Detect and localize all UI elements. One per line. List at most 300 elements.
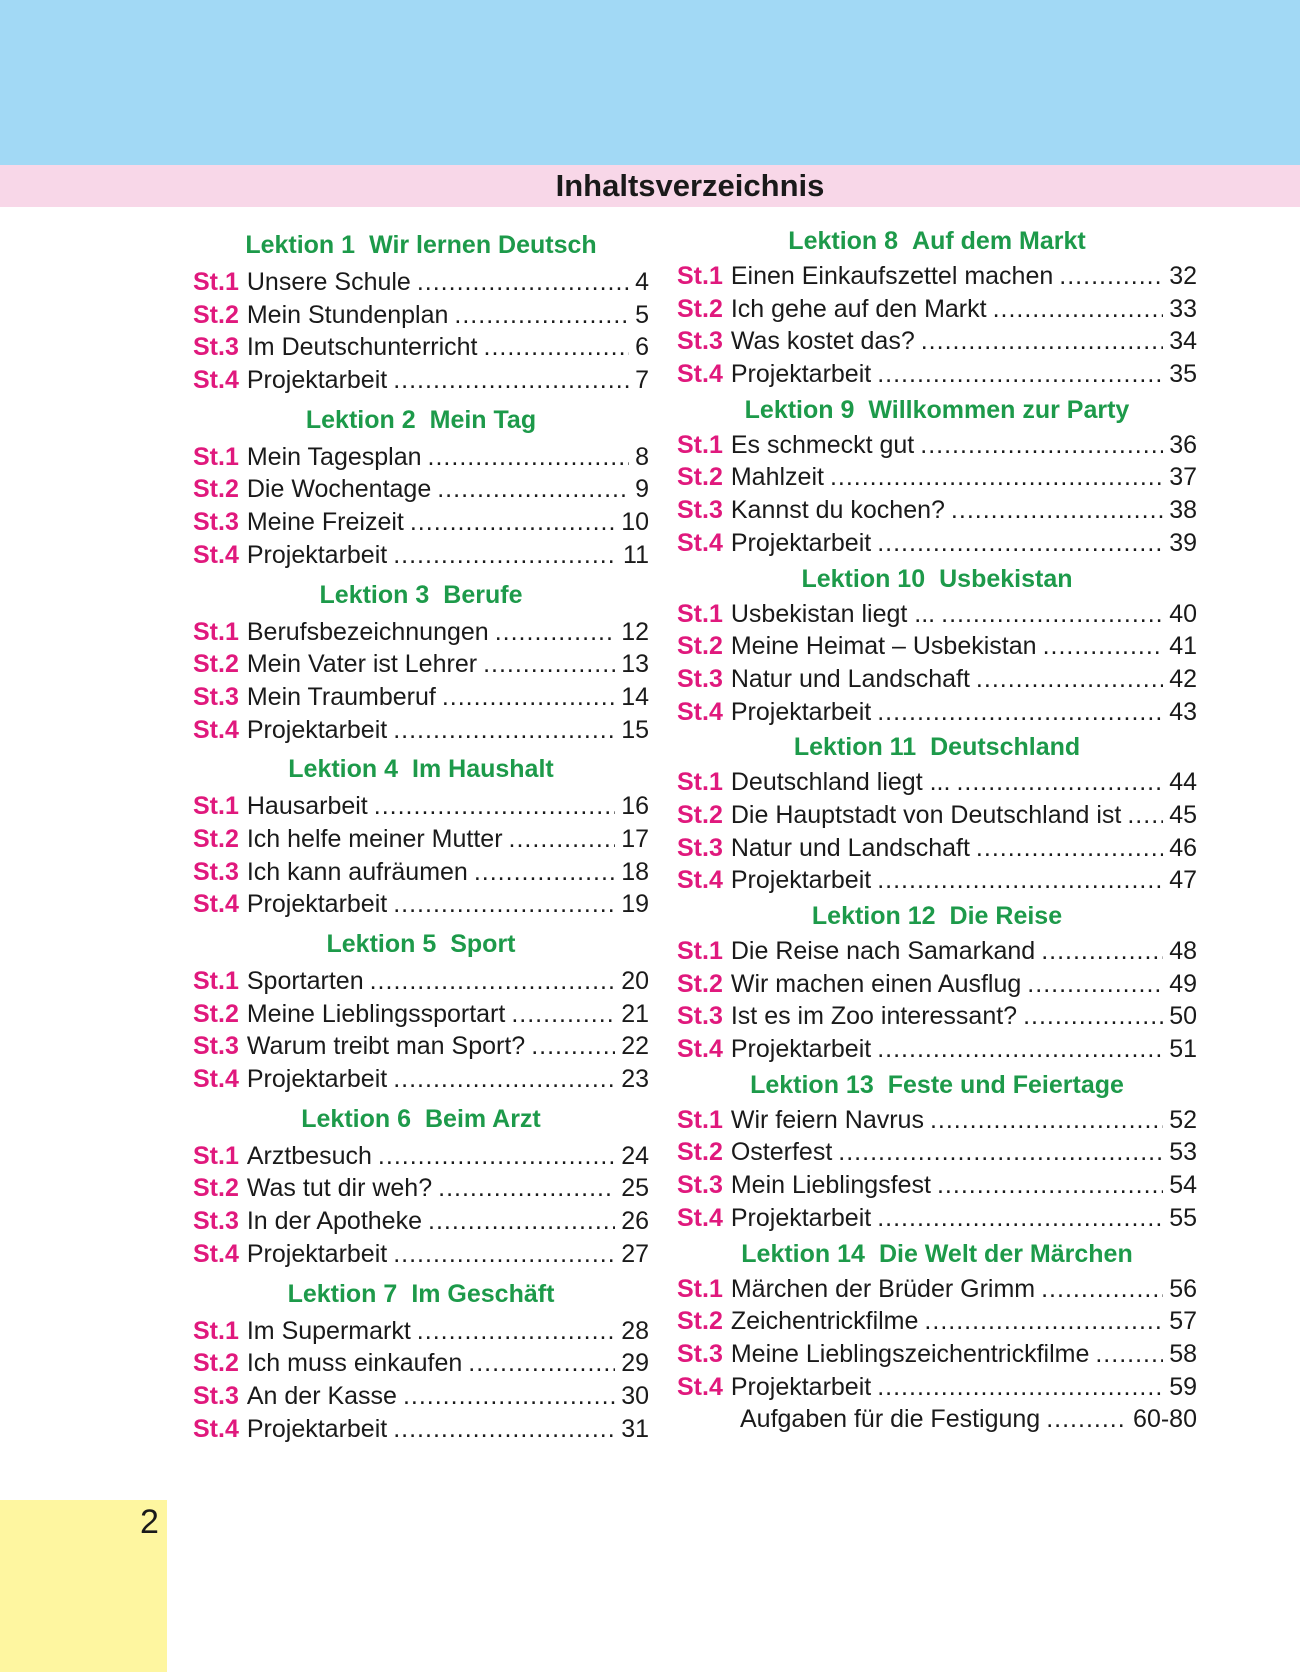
toc-entry[interactable] bbox=[193, 331, 649, 364]
toc-entry[interactable] bbox=[193, 1063, 649, 1096]
lesson-heading bbox=[677, 1066, 1197, 1104]
entry-title: In der Apotheke bbox=[246, 1207, 422, 1236]
entry-title: Was tut dir weh? bbox=[246, 1174, 433, 1203]
entry-title: Mein Traumberuf bbox=[246, 682, 436, 711]
toc-entry[interactable] bbox=[677, 494, 1197, 527]
entry-page-number: 10 bbox=[621, 508, 649, 537]
entry-title: Es schmeckt gut bbox=[730, 430, 915, 459]
entry-title: Meine Freizeit bbox=[246, 508, 404, 537]
step-label: St.1 bbox=[677, 599, 723, 628]
entry-title: Hausarbeit bbox=[246, 792, 368, 821]
entry-page-number: 11 bbox=[623, 540, 649, 569]
entry-title: Zeichentrickfilme bbox=[730, 1307, 919, 1336]
step-label: St.4 bbox=[677, 697, 723, 726]
step-label: St.4 bbox=[677, 1372, 723, 1401]
entry-page-number: 42 bbox=[1169, 664, 1197, 693]
toc-entry[interactable] bbox=[677, 1000, 1197, 1033]
dot-leader bbox=[930, 1104, 1163, 1137]
toc-entry[interactable] bbox=[193, 364, 649, 397]
entry-page-number: 14 bbox=[621, 682, 649, 711]
toc-entry[interactable] bbox=[193, 1347, 649, 1380]
dot-leader bbox=[393, 714, 615, 747]
toc-entry[interactable] bbox=[193, 1172, 649, 1205]
entry-page-number: 55 bbox=[1169, 1203, 1197, 1232]
step-label: St.3 bbox=[193, 508, 239, 537]
step-label: St.4 bbox=[193, 1065, 239, 1094]
toc-entry[interactable] bbox=[193, 648, 649, 681]
entry-title: Die Hauptstadt von Deutschland ist bbox=[730, 800, 1122, 829]
entry-page-number: 49 bbox=[1169, 969, 1197, 998]
lesson-label: Lektion 12 bbox=[811, 902, 936, 930]
entry-title: Die Wochentage bbox=[246, 475, 432, 504]
dot-leader bbox=[437, 473, 629, 506]
entry-title: Projektarbeit bbox=[730, 360, 872, 389]
dot-leader bbox=[976, 663, 1163, 696]
lesson-label: Lektion 8 bbox=[788, 227, 899, 255]
step-label: St.4 bbox=[193, 1414, 239, 1443]
dot-leader bbox=[976, 832, 1163, 865]
entry-page-number: 34 bbox=[1169, 327, 1197, 356]
toc-entry[interactable] bbox=[677, 1169, 1197, 1202]
lesson-name: Wir lernen Deutsch bbox=[369, 231, 597, 259]
entry-title: Warum treibt man Sport? bbox=[246, 1032, 526, 1061]
entry-title: Ich helfe meiner Mutter bbox=[246, 824, 503, 853]
step-label: St.4 bbox=[677, 360, 723, 389]
dot-leader bbox=[428, 441, 630, 474]
toc-entry[interactable] bbox=[677, 799, 1197, 832]
entry-page-number: 12 bbox=[621, 617, 649, 646]
entry-title: Was kostet das? bbox=[730, 327, 915, 356]
entry-page-number: 43 bbox=[1169, 697, 1197, 726]
dot-leader bbox=[417, 1315, 615, 1348]
lesson-heading bbox=[677, 560, 1197, 598]
step-label: St.3 bbox=[193, 682, 239, 711]
entry-page-number: 25 bbox=[621, 1174, 649, 1203]
dot-leader bbox=[956, 766, 1163, 799]
lesson-heading bbox=[677, 897, 1197, 935]
lesson-heading bbox=[193, 1275, 649, 1313]
step-label: St.3 bbox=[677, 327, 723, 356]
entry-page-number: 26 bbox=[621, 1207, 649, 1236]
entry-page-number: 5 bbox=[635, 300, 649, 329]
step-label: St.2 bbox=[193, 1349, 239, 1378]
entry-title: Berufsbezeichnungen bbox=[246, 617, 489, 646]
entry-title: Projektarbeit bbox=[246, 366, 388, 395]
toc-entry[interactable] bbox=[193, 616, 649, 649]
entry-page-number: 38 bbox=[1169, 496, 1197, 525]
dot-leader bbox=[937, 1169, 1163, 1202]
lesson-heading bbox=[193, 576, 649, 614]
dot-leader bbox=[454, 299, 629, 332]
toc-entry[interactable] bbox=[677, 1136, 1197, 1169]
toc-entry[interactable] bbox=[677, 1371, 1197, 1404]
lesson-label: Lektion 14 bbox=[741, 1239, 865, 1268]
toc-entry[interactable] bbox=[677, 598, 1197, 631]
toc-entry[interactable] bbox=[193, 856, 649, 889]
entry-title: Projektarbeit bbox=[246, 540, 388, 569]
entry-title: Projektarbeit bbox=[730, 866, 872, 895]
toc-entry[interactable] bbox=[193, 790, 649, 823]
lesson-heading bbox=[677, 1235, 1197, 1273]
step-label: St.2 bbox=[677, 1307, 723, 1336]
entry-title: Meine Lieblingssportart bbox=[246, 999, 506, 1028]
entry-page-number: 40 bbox=[1169, 599, 1197, 628]
entry-title: Projektarbeit bbox=[246, 1239, 388, 1268]
step-label: St.2 bbox=[193, 824, 239, 853]
step-label: St.3 bbox=[677, 1002, 723, 1031]
step-label: St.2 bbox=[677, 294, 723, 323]
step-label: St.4 bbox=[193, 366, 239, 395]
step-label: St.4 bbox=[677, 1203, 723, 1232]
lesson-heading bbox=[677, 728, 1197, 766]
entry-page-number: 32 bbox=[1169, 262, 1197, 290]
lesson-label: Lektion 2 bbox=[305, 405, 416, 434]
entry-title: Projektarbeit bbox=[246, 890, 388, 919]
dot-leader bbox=[531, 1030, 615, 1063]
dot-leader bbox=[1046, 1403, 1127, 1436]
toc-entry-festigung[interactable] bbox=[677, 1403, 1197, 1436]
entry-page-number: 51 bbox=[1169, 1035, 1197, 1064]
entry-page-number: 28 bbox=[621, 1316, 649, 1345]
toc-entry[interactable] bbox=[193, 1140, 649, 1173]
entry-title: Einen Einkaufszettel machen bbox=[730, 262, 1054, 290]
toc-entry[interactable] bbox=[193, 539, 649, 572]
entry-title: Natur und Landschaft bbox=[730, 664, 970, 693]
step-label: St.3 bbox=[193, 333, 239, 362]
step-label: St.2 bbox=[677, 1138, 723, 1167]
lesson-name: Willkommen zur Party bbox=[868, 395, 1130, 424]
dot-leader bbox=[877, 1371, 1163, 1404]
step-label: St.4 bbox=[677, 528, 723, 557]
toc-entry[interactable] bbox=[677, 429, 1197, 462]
toc-entry[interactable] bbox=[193, 888, 649, 921]
toc-entry[interactable] bbox=[193, 965, 649, 998]
toc-entry[interactable] bbox=[193, 1030, 649, 1063]
lesson-heading bbox=[193, 925, 649, 963]
lesson-heading bbox=[193, 750, 649, 788]
toc-entry[interactable] bbox=[677, 293, 1197, 326]
toc-entry[interactable] bbox=[193, 1205, 649, 1238]
entry-page-number: 52 bbox=[1169, 1105, 1197, 1134]
lesson-label: Lektion 13 bbox=[750, 1070, 874, 1099]
entry-title: Osterfest bbox=[730, 1138, 833, 1167]
step-label: St.1 bbox=[677, 1105, 723, 1134]
step-label: St.3 bbox=[193, 857, 239, 886]
dot-leader bbox=[877, 1033, 1163, 1066]
step-label: St.4 bbox=[677, 1035, 723, 1064]
toc-entry[interactable] bbox=[677, 1305, 1197, 1338]
entry-title: An der Kasse bbox=[246, 1381, 397, 1410]
dot-leader bbox=[941, 598, 1163, 631]
toc-entry[interactable] bbox=[677, 260, 1197, 293]
toc-entry[interactable] bbox=[193, 441, 649, 474]
dot-leader bbox=[428, 1205, 615, 1238]
toc-entry[interactable] bbox=[677, 663, 1197, 696]
dot-leader bbox=[495, 616, 615, 649]
dot-leader bbox=[393, 888, 615, 921]
entry-page-number: 59 bbox=[1169, 1372, 1197, 1401]
entry-title: Mein Vater ist Lehrer bbox=[246, 650, 478, 679]
step-label: St.1 bbox=[193, 268, 239, 296]
entry-title: Arztbesuch bbox=[246, 1141, 372, 1170]
step-label: St.3 bbox=[677, 1171, 723, 1200]
toc-entry[interactable] bbox=[677, 325, 1197, 358]
lesson-label: Lektion 6 bbox=[301, 1104, 411, 1133]
dot-leader bbox=[1023, 1000, 1163, 1033]
toc-entry[interactable] bbox=[193, 299, 649, 332]
toc-entry[interactable] bbox=[193, 473, 649, 506]
entry-page-number: 31 bbox=[621, 1414, 649, 1443]
toc-left-column bbox=[193, 222, 649, 1445]
entry-title: Projektarbeit bbox=[246, 1065, 388, 1094]
entry-page-number: 20 bbox=[621, 967, 649, 995]
entry-title: Projektarbeit bbox=[730, 1035, 872, 1064]
step-label: St.2 bbox=[193, 999, 239, 1028]
entry-title: Projektarbeit bbox=[730, 1203, 872, 1232]
entry-page-number: 48 bbox=[1169, 937, 1197, 965]
dot-leader bbox=[403, 1380, 615, 1413]
lesson-name: Feste und Feiertage bbox=[887, 1070, 1124, 1099]
dot-leader bbox=[474, 856, 615, 889]
entry-page-number: 37 bbox=[1169, 463, 1197, 492]
entry-page-number: 44 bbox=[1169, 768, 1197, 797]
lesson-heading bbox=[677, 391, 1197, 429]
lesson-label: Lektion 9 bbox=[744, 395, 855, 424]
step-label: St.1 bbox=[677, 937, 723, 965]
dot-leader bbox=[511, 998, 615, 1031]
toc-entry[interactable] bbox=[677, 630, 1197, 663]
dot-leader bbox=[1043, 630, 1164, 663]
toc-entry[interactable] bbox=[193, 1238, 649, 1271]
toc-entry[interactable] bbox=[677, 461, 1197, 494]
step-label: St.3 bbox=[193, 1032, 239, 1061]
entry-page-number: 19 bbox=[621, 890, 649, 919]
dot-leader bbox=[1027, 968, 1163, 1001]
entry-page-number: 18 bbox=[621, 857, 649, 886]
entry-title: Projektarbeit bbox=[730, 697, 872, 726]
entry-title: Kannst du kochen? bbox=[730, 496, 945, 525]
dot-leader bbox=[877, 527, 1163, 560]
entry-title: Mein Tagesplan bbox=[246, 442, 422, 471]
toc-entry[interactable] bbox=[677, 864, 1197, 897]
entry-page-number: 6 bbox=[635, 333, 649, 362]
toc-entry[interactable] bbox=[193, 1315, 649, 1348]
step-label: St.2 bbox=[193, 1174, 239, 1203]
toc-entry[interactable] bbox=[677, 935, 1197, 968]
dot-leader bbox=[1095, 1338, 1163, 1371]
lesson-label: Lektion 1 bbox=[245, 231, 356, 259]
lesson-name: Deutschland bbox=[930, 733, 1081, 762]
entry-title: Ich gehe auf den Markt bbox=[730, 294, 987, 323]
dot-leader bbox=[370, 965, 616, 998]
lesson-label: Lektion 3 bbox=[319, 580, 430, 609]
toc-entry[interactable] bbox=[193, 1413, 649, 1446]
entry-title: Usbekistan liegt ... bbox=[730, 599, 936, 628]
dot-leader bbox=[393, 539, 617, 572]
entry-title: Ist es im Zoo interessant? bbox=[730, 1002, 1018, 1031]
dot-leader bbox=[921, 325, 1163, 358]
entry-page-number: 29 bbox=[621, 1349, 649, 1378]
entry-page-number: 16 bbox=[621, 792, 649, 821]
entry-title: Projektarbeit bbox=[730, 1372, 872, 1401]
entry-page-number: 8 bbox=[635, 442, 649, 471]
dot-leader bbox=[393, 364, 629, 397]
lesson-heading bbox=[193, 226, 649, 264]
lesson-name: Im Haushalt bbox=[412, 755, 554, 784]
entry-title: Wir feiern Navrus bbox=[730, 1105, 924, 1134]
header-band bbox=[0, 0, 1300, 165]
step-label: St.2 bbox=[193, 475, 239, 504]
entry-page-number: 41 bbox=[1169, 632, 1197, 661]
entry-page-number: 17 bbox=[621, 824, 649, 853]
toc-right-column bbox=[677, 222, 1197, 1436]
step-label: St.1 bbox=[193, 792, 239, 821]
step-label: St.1 bbox=[677, 262, 723, 290]
dot-leader bbox=[509, 823, 616, 856]
dot-leader bbox=[877, 864, 1163, 897]
toc-entry[interactable] bbox=[193, 823, 649, 856]
entry-page-number: 58 bbox=[1169, 1339, 1197, 1368]
toc-entry[interactable] bbox=[677, 1033, 1197, 1066]
entry-title: Ich muss einkaufen bbox=[246, 1349, 463, 1378]
dot-leader bbox=[417, 266, 629, 299]
toc-entry[interactable] bbox=[677, 1202, 1197, 1235]
step-label: St.1 bbox=[193, 617, 239, 646]
step-label: St.1 bbox=[193, 442, 239, 471]
lesson-label: Lektion 10 bbox=[801, 564, 926, 593]
entry-page-number: 4 bbox=[635, 268, 649, 296]
toc-entry[interactable] bbox=[677, 766, 1197, 799]
entry-title: Unsere Schule bbox=[246, 268, 411, 296]
entry-title: Natur und Landschaft bbox=[730, 833, 970, 862]
step-label: St.3 bbox=[677, 664, 723, 693]
toc-entry[interactable] bbox=[193, 506, 649, 539]
toc-entry[interactable] bbox=[193, 266, 649, 299]
toc-entry[interactable] bbox=[193, 998, 649, 1031]
step-label: St.2 bbox=[677, 463, 723, 492]
step-label: St.3 bbox=[677, 496, 723, 525]
step-label: St.4 bbox=[193, 540, 239, 569]
lesson-heading bbox=[677, 222, 1197, 260]
entry-title: Projektarbeit bbox=[246, 715, 388, 744]
entry-page-number: 50 bbox=[1169, 1002, 1197, 1031]
dot-leader bbox=[838, 1136, 1163, 1169]
entry-title: Wir machen einen Ausflug bbox=[730, 969, 1022, 998]
dot-leader bbox=[483, 648, 615, 681]
dot-leader bbox=[830, 461, 1163, 494]
dot-leader bbox=[393, 1063, 615, 1096]
step-label: St.1 bbox=[677, 1274, 723, 1303]
toc-entry[interactable] bbox=[677, 696, 1197, 729]
dot-leader bbox=[877, 696, 1163, 729]
toc-entry[interactable] bbox=[677, 358, 1197, 391]
entry-page-number: 54 bbox=[1169, 1171, 1197, 1200]
lesson-heading bbox=[193, 1100, 649, 1138]
entry-title: Märchen der Brüder Grimm bbox=[730, 1274, 1036, 1303]
dot-leader bbox=[1059, 260, 1163, 293]
page-title: Inhaltsverzeichnis bbox=[555, 168, 825, 203]
dot-leader bbox=[877, 358, 1163, 391]
dot-leader bbox=[924, 1305, 1163, 1338]
dot-leader bbox=[920, 429, 1163, 462]
step-label: St.2 bbox=[677, 632, 723, 661]
toc-entry[interactable] bbox=[677, 1104, 1197, 1137]
page-number: 2 bbox=[140, 1503, 159, 1541]
lesson-name: Sport bbox=[450, 930, 516, 958]
step-label: St.4 bbox=[193, 715, 239, 744]
dot-leader bbox=[393, 1413, 615, 1446]
entry-page-number: 60-80 bbox=[1133, 1405, 1197, 1434]
entry-title: Ich kann aufräumen bbox=[246, 857, 468, 886]
toc-entry[interactable] bbox=[677, 968, 1197, 1001]
lesson-label: Lektion 4 bbox=[288, 755, 399, 784]
lesson-name: Berufe bbox=[443, 580, 523, 609]
step-label: St.2 bbox=[677, 800, 723, 829]
toc-entry[interactable] bbox=[193, 714, 649, 747]
step-label: St.1 bbox=[677, 430, 723, 459]
toc-entry[interactable] bbox=[677, 832, 1197, 865]
toc-entry[interactable] bbox=[193, 681, 649, 714]
entry-title: Mein Lieblingsfest bbox=[730, 1171, 931, 1200]
dot-leader bbox=[1127, 799, 1163, 832]
entry-title: Aufgaben für die Festigung bbox=[740, 1405, 1041, 1434]
toc-entry[interactable] bbox=[677, 527, 1197, 560]
dot-leader bbox=[410, 506, 615, 539]
entry-page-number: 56 bbox=[1169, 1274, 1197, 1303]
toc-entry[interactable] bbox=[193, 1380, 649, 1413]
dot-leader bbox=[468, 1347, 615, 1380]
entry-page-number: 15 bbox=[621, 715, 649, 744]
entry-title: Im Supermarkt bbox=[246, 1316, 411, 1345]
dot-leader bbox=[1041, 1273, 1163, 1306]
step-label: St.3 bbox=[677, 1339, 723, 1368]
lesson-label: Lektion 11 bbox=[793, 733, 917, 762]
dot-leader bbox=[1041, 935, 1163, 968]
lesson-name: Mein Tag bbox=[429, 405, 537, 434]
dot-leader bbox=[374, 790, 615, 823]
entry-title: Mahlzeit bbox=[730, 463, 824, 492]
entry-title: Mein Stundenplan bbox=[246, 300, 449, 329]
lesson-name: Usbekistan bbox=[939, 564, 1073, 593]
dot-leader bbox=[484, 331, 630, 364]
step-label: St.2 bbox=[677, 969, 723, 998]
lesson-name: Auf dem Markt bbox=[912, 227, 1086, 255]
step-label: St.1 bbox=[193, 967, 239, 995]
entry-page-number: 46 bbox=[1169, 833, 1197, 862]
entry-page-number: 27 bbox=[621, 1239, 649, 1268]
entry-page-number: 22 bbox=[621, 1032, 649, 1061]
entry-page-number: 9 bbox=[635, 475, 649, 504]
toc-entry[interactable] bbox=[677, 1338, 1197, 1371]
step-label: St.4 bbox=[193, 1239, 239, 1268]
step-label: St.2 bbox=[193, 300, 239, 329]
step-label: St.3 bbox=[193, 1207, 239, 1236]
entry-page-number: 30 bbox=[621, 1381, 649, 1410]
lesson-name: Im Geschäft bbox=[411, 1279, 555, 1308]
entry-page-number: 36 bbox=[1169, 430, 1197, 459]
dot-leader bbox=[951, 494, 1163, 527]
entry-page-number: 21 bbox=[621, 999, 649, 1028]
toc-entry[interactable] bbox=[677, 1273, 1197, 1306]
entry-page-number: 39 bbox=[1169, 528, 1197, 557]
step-label: St.2 bbox=[193, 650, 239, 679]
entry-page-number: 7 bbox=[635, 366, 649, 395]
lesson-name: Beim Arzt bbox=[424, 1104, 541, 1133]
entry-title: Meine Heimat – Usbekistan bbox=[730, 632, 1037, 661]
entry-title: Deutschland liegt ... bbox=[730, 768, 951, 797]
step-label: St.3 bbox=[677, 833, 723, 862]
entry-page-number: 47 bbox=[1169, 866, 1197, 895]
